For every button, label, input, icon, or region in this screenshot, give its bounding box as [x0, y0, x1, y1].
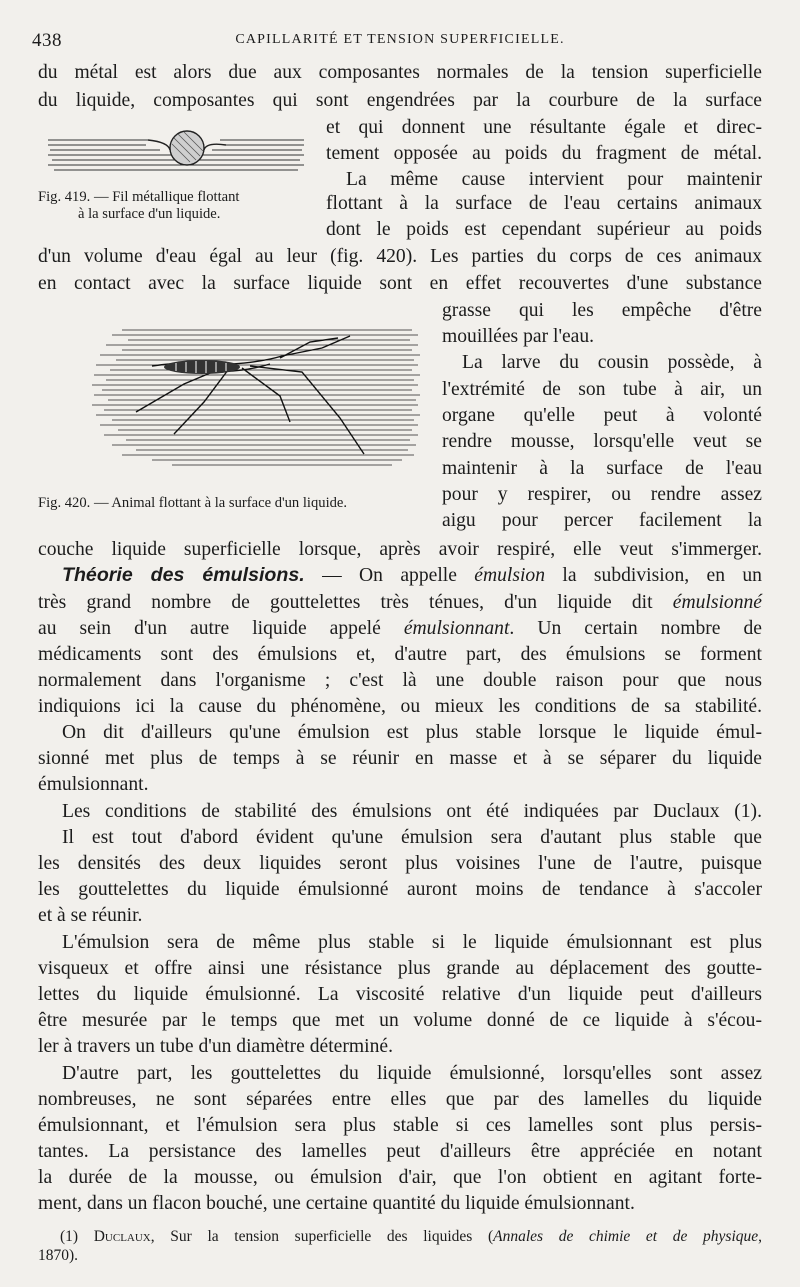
body-line: maintenir à la surface de l'eau — [442, 458, 762, 479]
figure-420-caption: Fig. 420. — Animal flottant à la surface d'un liquide. — [38, 495, 348, 511]
body-line: d'un volume d'eau égal au leur (fig. 420). Les parties du corps de ces animaux — [38, 246, 762, 267]
footnote-text: , — [758, 1228, 763, 1245]
body-line: D'autre part, les gouttelettes du liquide émulsionné, lorsqu'elles sont assez — [62, 1063, 762, 1084]
footnote-year: 1870). — [38, 1247, 79, 1264]
body-line: émulsionnant, et l'émulsion sera plus stable si ces lamelles sont plus persis- — [38, 1115, 762, 1136]
page-number: 438 — [32, 30, 62, 51]
body-line: mouillées par l'eau. — [442, 326, 595, 347]
figure-419-caption-line2: à la surface d'un liquide. — [78, 206, 221, 222]
body-line: grasse qui les empêche d'être — [442, 300, 762, 321]
section-heading: Théorie des émulsions. — [62, 564, 305, 586]
body-line: du liquide, composantes qui sont engendrées par la courbure de la surface — [38, 90, 762, 111]
body-line: On dit d'ailleurs qu'une émulsion est plus stable lorsque le liquide émul- — [62, 722, 762, 743]
body-line: ler à travers un tube d'un diamètre déterminé. — [38, 1036, 393, 1057]
body-line: normalement dans l'organisme ; c'est là une double raison pour que nous — [38, 670, 762, 691]
body-line: lettes du liquide émulsionné. La viscosité relative d'un liquide peut d'ailleurs — [38, 984, 762, 1005]
body-line — [38, 590, 762, 615]
body-line: Il est tout d'abord évident qu'une émulsion sera d'autant plus stable que — [62, 827, 762, 848]
footnote-author: Duclaux — [93, 1228, 151, 1245]
body-text: . Un certain nombre de — [509, 618, 763, 639]
body-line: médicaments sont des émulsions et, d'autre part, des émulsions se forment — [38, 644, 762, 665]
body-line: du métal est alors due aux composantes normales de la tension superficielle — [38, 62, 762, 83]
figure-419-floating-wire — [48, 126, 304, 176]
body-line: tement opposée au poids du fragment de métal. — [326, 143, 762, 164]
footnote-text: , Sur la tension superficielle des liquides ( — [150, 1228, 494, 1245]
body-line: tantes. La persistance des lamelles peut d'ailleurs être appréciée en notant — [38, 1141, 762, 1162]
body-text: très grand nombre de gouttelettes très ténues, d'un liquide dit — [38, 592, 673, 613]
body-line: les gouttelettes du liquide émulsionné auront moins de tendance à s'accoler — [38, 879, 762, 900]
body-line: sionné met plus de temps à se réunir en masse et à se séparer du liquide — [38, 748, 762, 769]
body-line: organe qu'elle peut à volonté — [442, 405, 762, 426]
body-line: ment, dans un flacon bouché, une certaine quantité du liquide émulsionnant. — [38, 1193, 635, 1214]
body-line: et à se réunir. — [38, 905, 143, 926]
figure-419-caption-line1: Fig. 419. — Fil métallique flottant — [38, 189, 240, 205]
body-line: couche liquide superficielle lorsque, après avoir respiré, elle veut s'immerger. — [38, 539, 762, 560]
figure-420-water-strider — [92, 322, 422, 482]
running-title: CAPILLARITÉ ET TENSION SUPERFICIELLE. — [235, 32, 565, 47]
body-line: nombreuses, ne sont séparées entre elles que par des lamelles du liquide — [38, 1089, 762, 1110]
body-text: la subdivision, en un — [545, 565, 762, 586]
body-line: rendre mousse, lorsqu'elle veut se — [442, 431, 762, 452]
body-line: l'extrémité de son tube à air, un — [442, 379, 762, 400]
body-line: les densités des deux liquides seront plus voisines l'une de l'autre, puisque — [38, 853, 762, 874]
section-heading-line — [62, 563, 762, 588]
body-line: être mesurée par le temps que met un volume donné de ce liquide à s'écou- — [38, 1010, 762, 1031]
body-line: indiquions ici la cause du phénomène, ou mieux les conditions de sa stabilité. — [38, 696, 762, 717]
body-line: La larve du cousin possède, à — [462, 352, 762, 373]
body-line — [38, 616, 762, 641]
body-line: en contact avec la surface liquide sont en effet recouvertes d'une substance — [38, 273, 762, 294]
body-line: aigu pour percer facilement la — [442, 510, 762, 531]
body-line: pour y respirer, ou rendre assez — [442, 484, 762, 505]
body-line: et qui donnent une résultante égale et direc- — [326, 117, 762, 138]
body-line: La même cause intervient pour maintenir — [346, 169, 762, 190]
term-emulsionnant: émulsionnant — [403, 618, 510, 639]
footnote-marker: (1) — [60, 1228, 94, 1245]
body-line: L'émulsion sera de même plus stable si le liquide émulsionnant est plus — [62, 932, 762, 953]
body-line: flottant à la surface de l'eau certains animaux — [326, 193, 762, 214]
body-text: — On appelle — [304, 565, 475, 586]
body-line: visqueux et offre ainsi une résistance plus grande au déplacement des goutte- — [38, 958, 762, 979]
term-emulsionne: émulsionné — [672, 592, 762, 613]
footnote-journal: Annales de chimie et de physique — [493, 1228, 759, 1245]
footnote-line1 — [60, 1227, 762, 1247]
body-line: émulsionnant. — [38, 774, 149, 795]
body-line: dont le poids est cependant supérieur au poids — [326, 219, 762, 240]
term-emulsion: émulsion — [474, 565, 546, 586]
body-line: Les conditions de stabilité des émulsions ont été indiquées par Duclaux (1). — [62, 801, 762, 822]
body-text: au sein d'un autre liquide appelé — [38, 618, 404, 639]
page-header — [32, 30, 768, 56]
body-line: la durée de la mousse, ou émulsion d'air, que l'on obtient en agitant forte- — [38, 1167, 762, 1188]
